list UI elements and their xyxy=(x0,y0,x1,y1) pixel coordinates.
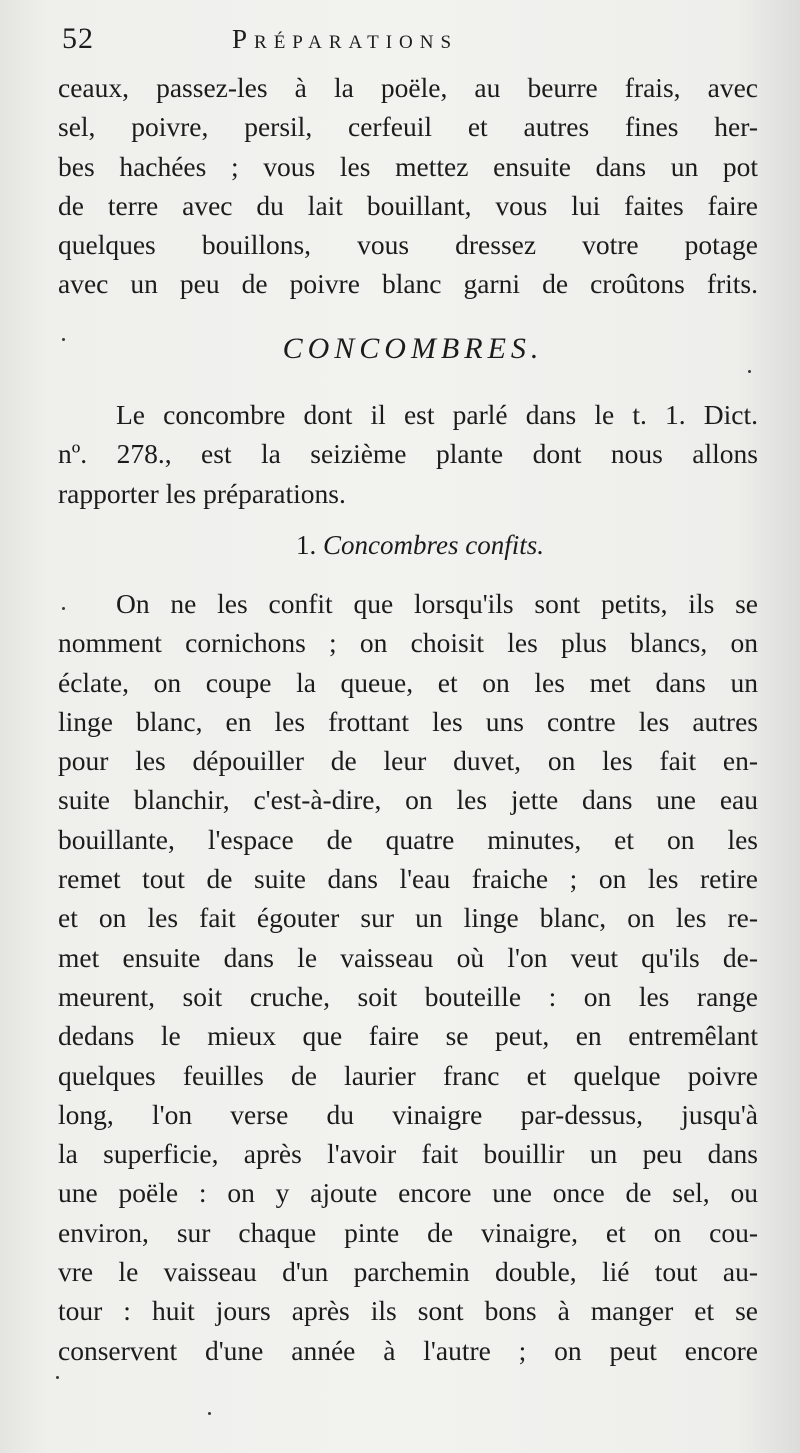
text-line: suite blanchir, c'est-à-dire, on les jette dans une eau xyxy=(58,784,758,816)
ink-speck xyxy=(748,370,751,373)
text-line: Le concombre dont il est parlé dans le t. 1. Dict. xyxy=(116,399,758,430)
text-line: conservent d'une année à l'autre ; on peut encore xyxy=(58,1334,758,1366)
text-line: meurent, soit cruche, soit bouteille : on les range xyxy=(58,980,758,1012)
text-line: ceaux, passez-les à la poële, au beurre frais, avec xyxy=(58,72,758,103)
text-line: nº. 278., est la seizième plante dont nous allons xyxy=(58,438,758,470)
running-head: Préparations xyxy=(232,24,459,54)
ink-speck xyxy=(62,607,65,610)
page-number: 52 xyxy=(62,22,94,55)
page-header xyxy=(58,20,758,60)
text-line: rapporter les préparations. xyxy=(58,477,346,509)
text-line: pour les dépouiller de leur duvet, on les fait en- xyxy=(58,745,758,777)
text-line: linge blanc, en les frottant les uns contre les autres xyxy=(58,705,758,737)
text-line: quelques feuilles de laurier franc et quelque poivre xyxy=(58,1059,758,1091)
ink-speck xyxy=(62,338,65,341)
text-line: dedans le mieux que faire se peut, en entremêlant xyxy=(58,1020,758,1052)
text-line: bes hachées ; vous les mettez ensuite dans un pot xyxy=(58,150,758,182)
text-line: avec un peu de poivre blanc garni de croûtons frits. xyxy=(58,268,758,300)
text-line: et on les fait égouter sur un linge blanc, on les re- xyxy=(58,902,758,934)
text-line: bouillante, l'espace de quatre minutes, et on les xyxy=(58,823,758,855)
text-line: nomment cornichons ; on choisit les plus blancs, on xyxy=(58,627,758,659)
text-line: On ne les confit que lorsqu'ils sont petits, ils se xyxy=(116,588,758,619)
text-line: de terre avec du lait bouillant, vous lui faites faire xyxy=(58,189,758,221)
section-title: CONCOMBRES. xyxy=(282,332,544,365)
recipe-paragraph xyxy=(58,584,758,1370)
text-line: met ensuite dans le vaisseau où l'on veut qu'ils de- xyxy=(58,941,758,973)
text-line: environ, sur chaque pinte de vinaigre, et on cou- xyxy=(58,1216,758,1248)
ink-speck xyxy=(208,1412,211,1415)
subsection-heading: Concombres confits. xyxy=(323,530,544,560)
text-line: tour : huit jours après ils sont bons à manger et se xyxy=(58,1295,758,1327)
text-line: une poële : on y ajoute encore une once de sel, ou xyxy=(58,1177,758,1209)
intro-paragraph xyxy=(58,395,758,513)
continuation-paragraph xyxy=(58,68,758,304)
text-line: remet tout de suite dans l'eau fraiche ; on les retire xyxy=(58,863,758,895)
text-line: quelques bouillons, vous dressez votre potage xyxy=(58,229,758,261)
subsection-title xyxy=(58,530,758,561)
text-line: sel, poivre, persil, cerfeuil et autres fines her- xyxy=(58,111,758,143)
text-line: éclate, on coupe la queue, et on les met dans un xyxy=(58,666,758,698)
text-line: la superficie, après l'avoir fait bouillir un peu dans xyxy=(58,1138,758,1170)
text-line: vre le vaisseau d'un parchemin double, lié tout au- xyxy=(58,1256,758,1288)
text-line: long, l'on verse du vinaigre par-dessus, jusqu'à xyxy=(58,1098,758,1130)
subsection-number: 1. xyxy=(296,530,317,560)
ink-speck xyxy=(56,1376,59,1379)
